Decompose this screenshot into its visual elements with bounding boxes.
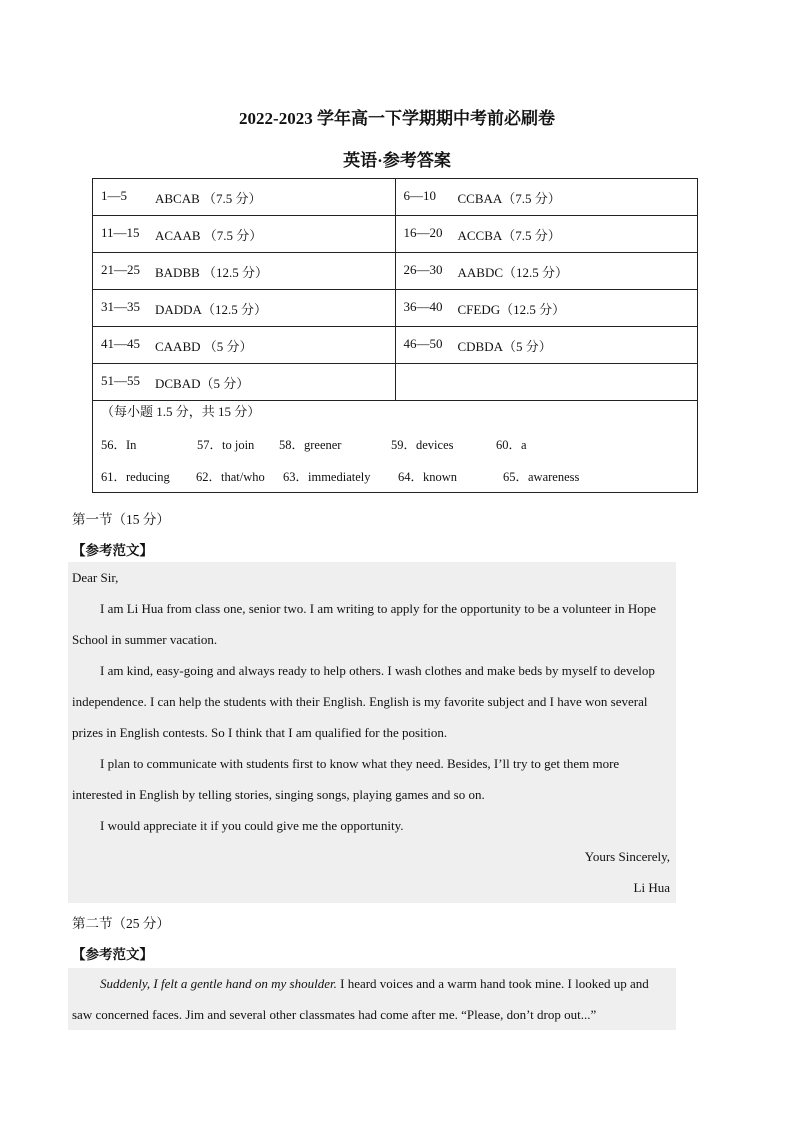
answer-cell: [93, 290, 396, 327]
letter-signature: Li Hua: [633, 880, 670, 895]
answer-cell: [93, 216, 396, 253]
answer-cell: [93, 179, 396, 216]
fill-answer-64: 64．known: [398, 470, 458, 484]
answer-cell: [93, 364, 396, 401]
letter-paragraph-4: I would appreciate it if you could give me the opportunity.: [100, 818, 404, 833]
document-title: 2022-2023 学年高一下学期期中考前必刷卷: [239, 109, 555, 128]
answer-row: [93, 364, 698, 401]
fill-answer-65: 65．awareness: [503, 470, 580, 484]
question-range: 26—30: [403, 261, 443, 277]
section-1-heading: 第一节（15 分）: [72, 512, 170, 527]
fill-answer-62: 62．that/who: [196, 470, 265, 484]
answer-key: CDBDA（5 分）: [457, 338, 552, 354]
question-range: 1—5: [101, 187, 127, 203]
document-subtitle: 英语·参考答案: [343, 151, 451, 170]
answer-cell: [395, 216, 698, 253]
question-range: 31—35: [101, 298, 140, 314]
answer-key: DCBAD（5 分）: [155, 375, 250, 391]
letter-greeting: Dear Sir,: [72, 570, 119, 585]
letter-paragraph-1: I am Li Hua from class one, senior two. I am writing to apply for the opportunity to be a volunteer in Hope School in summer vacation.: [72, 601, 656, 647]
answer-cell: [395, 253, 698, 290]
answer-key: BADBB （12.5 分）: [155, 264, 269, 280]
question-range: 36—40: [403, 298, 443, 314]
question-range: 21—25: [101, 261, 140, 277]
answer-key: ACAAB （7.5 分）: [155, 227, 263, 243]
section-1-model-label: 【参考范文】: [72, 543, 153, 558]
answer-table: [92, 178, 698, 493]
answer-row: [93, 253, 698, 290]
fill-answer-58: 58．greener: [279, 438, 342, 452]
answer-key: CFEDG（12.5 分）: [457, 301, 566, 317]
question-range: 11—15: [101, 224, 140, 240]
answer-row: [93, 179, 698, 216]
fill-answer-63: 63．immediately: [283, 470, 371, 484]
fill-answer-59: 59．devices: [391, 438, 454, 452]
fill-in-row-1: [101, 428, 697, 460]
section-2-essay: [68, 968, 676, 1030]
fill-in-heading: （每小题 1.5 分，共 15 分）: [101, 404, 261, 419]
section-2-heading: 第二节（25 分）: [72, 916, 170, 931]
answer-key: ACCBA（7.5 分）: [457, 227, 561, 243]
question-range: 6—10: [403, 187, 436, 203]
question-range: 16—20: [403, 224, 443, 240]
question-range: 41—45: [101, 335, 140, 351]
fill-answer-60: 60．a: [496, 438, 527, 452]
answer-cell: [395, 290, 698, 327]
section-1-essay: [68, 562, 676, 903]
answer-cell: [93, 253, 396, 290]
answer-row: [93, 216, 698, 253]
answer-row: [93, 327, 698, 364]
fill-in-row-2: [101, 460, 697, 492]
fill-answer-57: 57．to join: [197, 438, 255, 452]
answer-cell: [395, 179, 698, 216]
answer-cell: [395, 327, 698, 364]
letter-closing: Yours Sincerely,: [584, 849, 670, 864]
question-range: 46—50: [403, 335, 443, 351]
answer-row: [93, 290, 698, 327]
story-given-sentence: Suddenly, I felt a gentle hand on my shoulder.: [100, 976, 337, 991]
fill-answer-61: 61．reducing: [101, 470, 170, 484]
story-paragraph-1: [72, 968, 670, 1030]
answer-cell: [93, 327, 396, 364]
fill-answer-56: 56．In: [101, 438, 137, 452]
answer-key: ABCAB （7.5 分）: [155, 190, 262, 206]
answer-cell: [395, 364, 698, 401]
letter-paragraph-2: I am kind, easy-going and always ready to help others. I wash clothes and make beds by myself to develop independence. I can help the students with their English. English is my favorite subject and I have won several prizes in English contests. So I think that I am qualified for the position.: [72, 663, 655, 740]
question-range: 51—55: [101, 372, 140, 388]
letter-paragraph-3: I plan to communicate with students first to know what they need. Besides, I’ll try to get them more interested in English by telling stories, singing songs, playing games and so on.: [72, 756, 620, 802]
story-continuation: I heard voices and a warm hand took mine. I looked up and saw concerned faces. Jim and several other classmates had come after me. “Please, don’t drop out...”: [72, 976, 649, 1022]
answer-key: CCBAA（7.5 分）: [457, 190, 561, 206]
answer-key: AABDC（12.5 分）: [457, 264, 569, 280]
answer-key: DADDA（12.5 分）: [155, 301, 267, 317]
section-2-model-label: 【参考范文】: [72, 947, 153, 962]
fill-in-cell: [93, 401, 698, 493]
answer-key: CAABD （5 分）: [155, 338, 253, 354]
